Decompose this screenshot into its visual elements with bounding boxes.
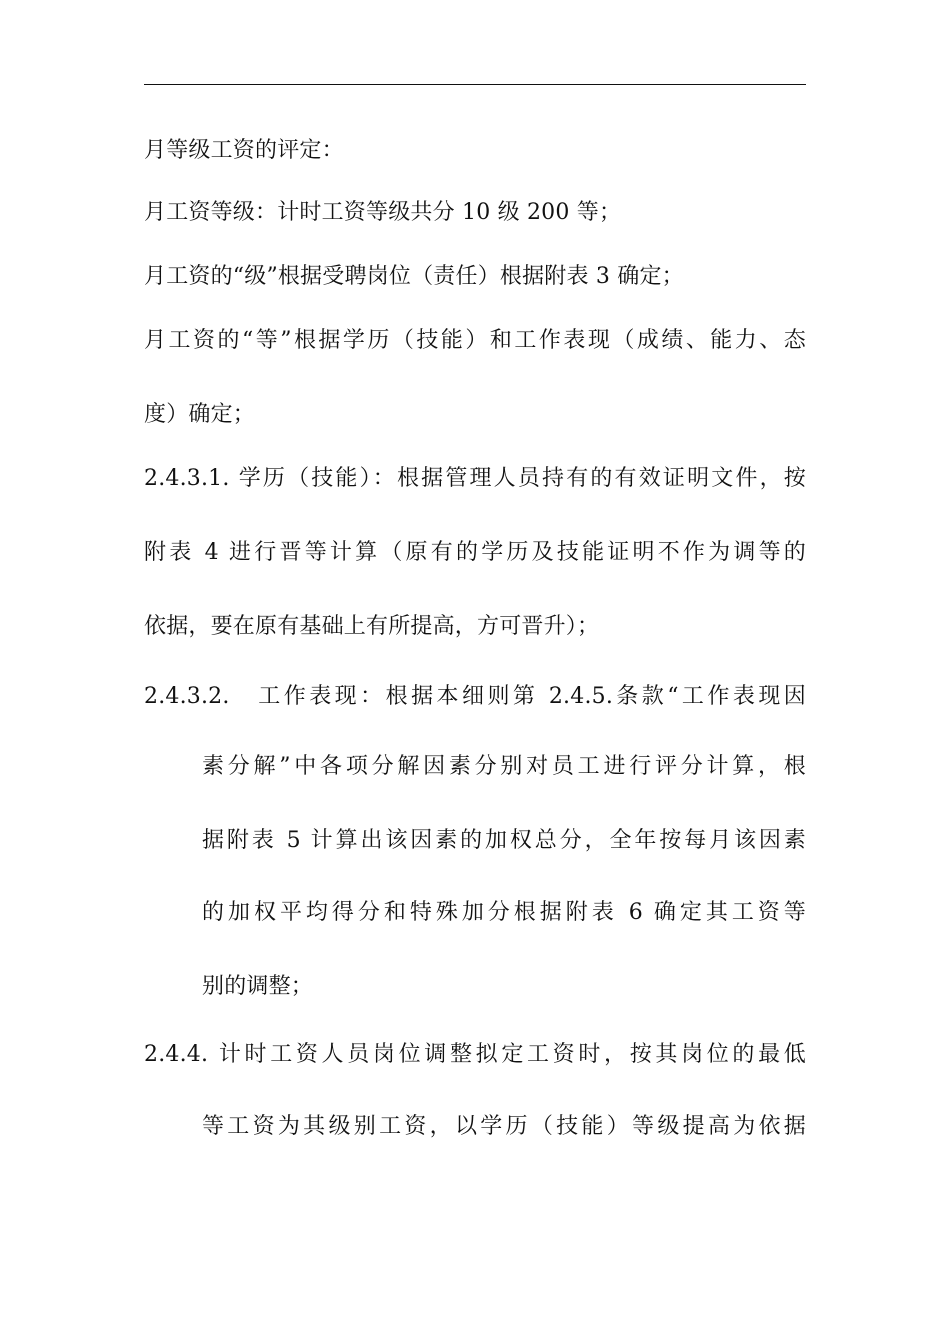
paragraph-salary-levels: 月工资等级：计时工资等级共分 10 级 200 等； [144, 200, 622, 225]
clause-2-4-3-2-cont-2: 据附表 5 计算出该因素的加权总分，全年按每月该因素 [202, 828, 806, 853]
clause-2-4-4: 2.4.4. 计时工资人员岗位调整拟定工资时，按其岗位的最低 [144, 1042, 806, 1067]
clause-2-4-3-1-cont-2: 依据，要在原有基础上有所提高，方可晋升）； [144, 614, 600, 639]
paragraph-salary-grade-basis-cont: 度）确定； [144, 402, 256, 427]
clause-2-4-3-2: 2.4.3.2. 工作表现：根据本细则第 2.4.5.条款“工作表现因 [144, 684, 806, 709]
clause-2-4-3-2-cont-1: 素分解”中各项分解因素分别对员工进行评分计算，根 [202, 754, 806, 779]
paragraph-salary-grade-basis: 月工资的“等”根据学历（技能）和工作表现（成绩、能力、态 [144, 328, 806, 353]
clause-2-4-3-1: 2.4.3.1. 学历（技能）：根据管理人员持有的有效证明文件，按 [144, 466, 806, 491]
clause-2-4-3-2-cont-3: 的加权平均得分和特殊加分根据附表 6 确定其工资等 [202, 900, 806, 925]
paragraph-salary-level-basis: 月工资的“级”根据受聘岗位（责任）根据附表 3 确定； [144, 264, 684, 289]
clause-2-4-4-cont-1: 等工资为其级别工资，以学历（技能）等级提高为依据 [202, 1114, 806, 1139]
heading-monthly-grade-salary: 月等级工资的评定： [144, 138, 344, 163]
header-rule [144, 84, 806, 85]
clause-2-4-3-1-cont-1: 附表 4 进行晋等计算（原有的学历及技能证明不作为调等的 [144, 540, 806, 565]
clause-2-4-3-2-cont-4: 别的调整； [202, 974, 314, 999]
